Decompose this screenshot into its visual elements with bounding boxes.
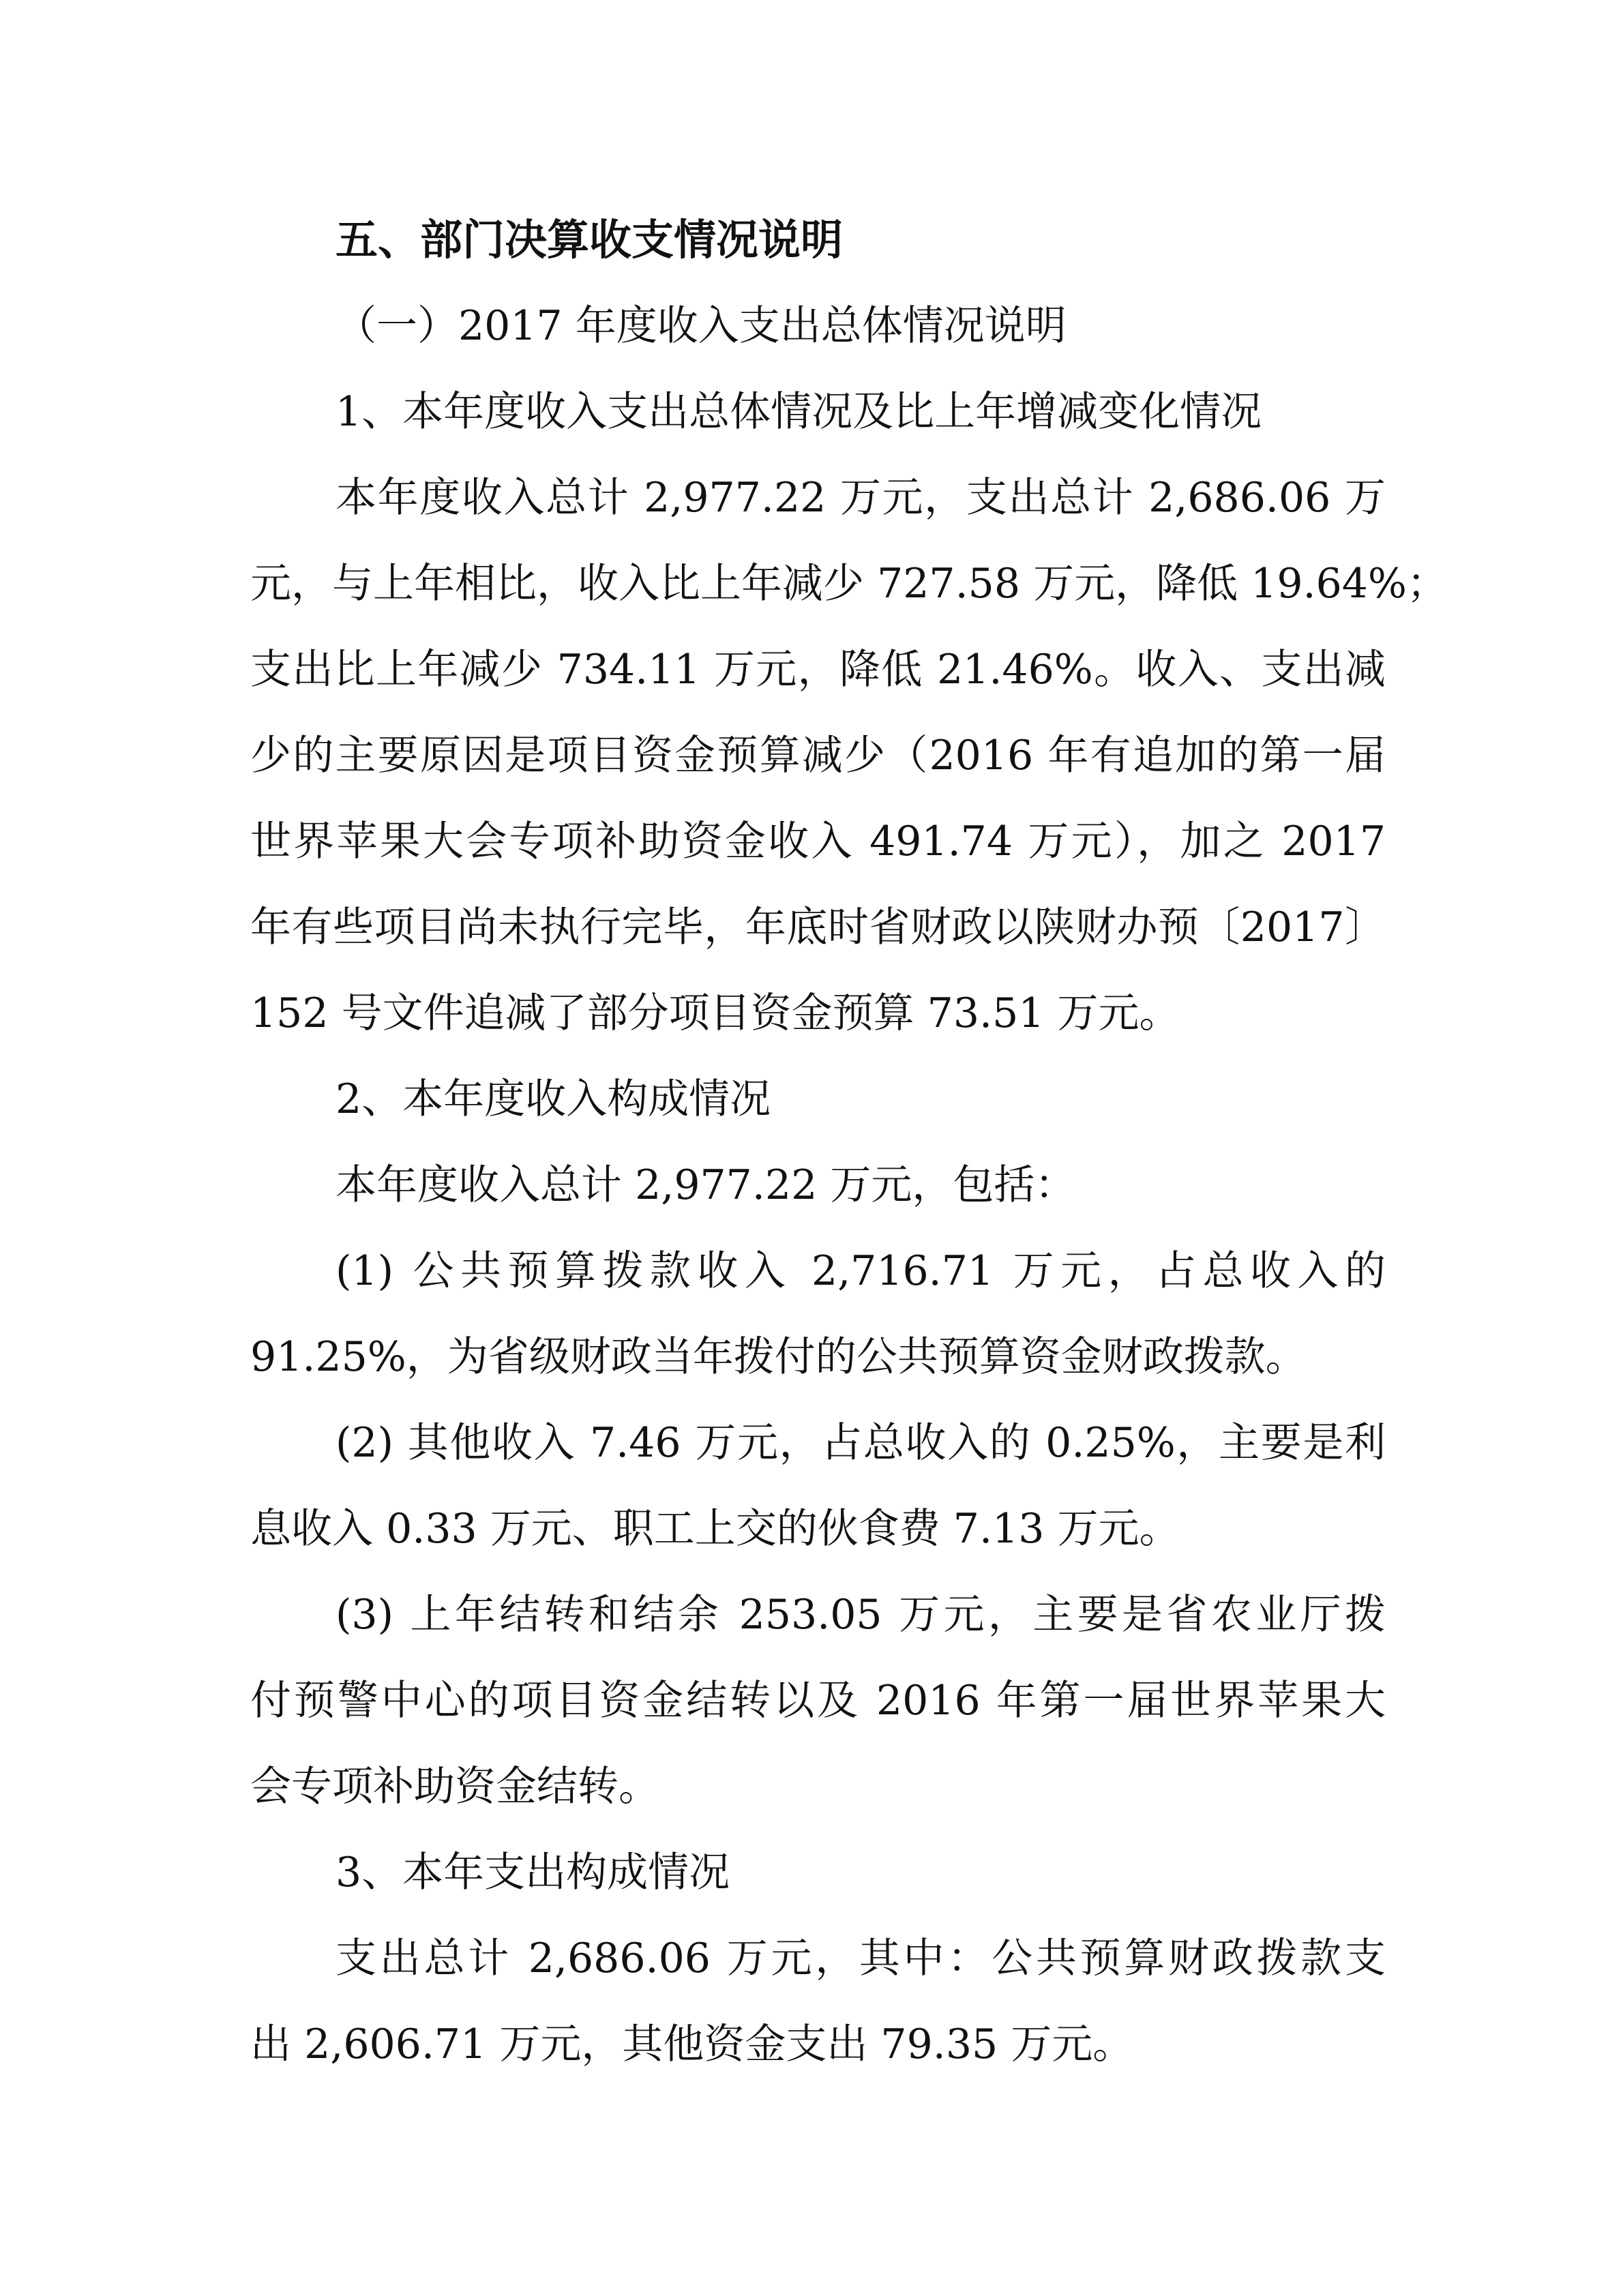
item2-intro: 本年度收入总计 2,977.22 万元，包括：	[336, 1161, 1076, 1209]
item1-line: 世界苹果大会专项补助资金收入 491.74 万元），加之 2017	[250, 818, 1386, 865]
item1-line: 支出比上年减少 734.11 万元，降低 21.46%。收入、支出减	[250, 646, 1386, 694]
item3-line: 出 2,606.71 万元，其他资金支出 79.35 万元。	[250, 2021, 1134, 2068]
item1-line: 年有些项目尚未执行完毕，年底时省财政以陕财办预〔2017〕	[250, 904, 1386, 951]
item1-line: 少的主要原因是项目资金预算减少（2016 年有追加的第一届	[250, 732, 1386, 779]
item2-p3-line: 付预警中心的项目资金结转以及 2016 年第一届世界苹果大	[250, 1677, 1386, 1725]
item2-p1-line: 91.25%，为省级财政当年拨付的公共预算资金财政拨款。	[250, 1333, 1307, 1381]
item1-line: 152 号文件追减了部分项目资金预算 73.51 万元。	[250, 989, 1180, 1037]
item2-p1-line: (1) 公共预算拨款收入 2,716.71 万元，占总收入的	[336, 1247, 1386, 1295]
item2-p3-line: 会专项补助资金结转。	[250, 1763, 659, 1810]
item2-heading: 2、本年度收入构成情况	[336, 1075, 771, 1123]
section-title: 五、部门决算收支情况说明	[336, 215, 844, 265]
item2-p3-line: (3) 上年结转和结余 253.05 万元，主要是省农业厅拨	[336, 1591, 1386, 1639]
item2-p2-line: 息收入 0.33 万元、职工上交的伙食费 7.13 万元。	[250, 1505, 1180, 1553]
item3-line: 支出总计 2,686.06 万元，其中：公共预算财政拨款支	[336, 1935, 1386, 1982]
item1-line: 元，与上年相比，收入比上年减少 727.58 万元，降低 19.64%；	[250, 560, 1448, 608]
subsection-title: （一）2017 年度收入支出总体情况说明	[336, 302, 1067, 350]
item3-heading: 3、本年支出构成情况	[336, 1849, 730, 1896]
item1-heading: 1、本年度收入支出总体情况及比上年增减变化情况	[336, 388, 1262, 436]
item1-line: 本年度收入总计 2,977.22 万元，支出总计 2,686.06 万	[336, 474, 1386, 522]
item2-p2-line: (2) 其他收入 7.46 万元，占总收入的 0.25%，主要是利	[336, 1419, 1386, 1467]
